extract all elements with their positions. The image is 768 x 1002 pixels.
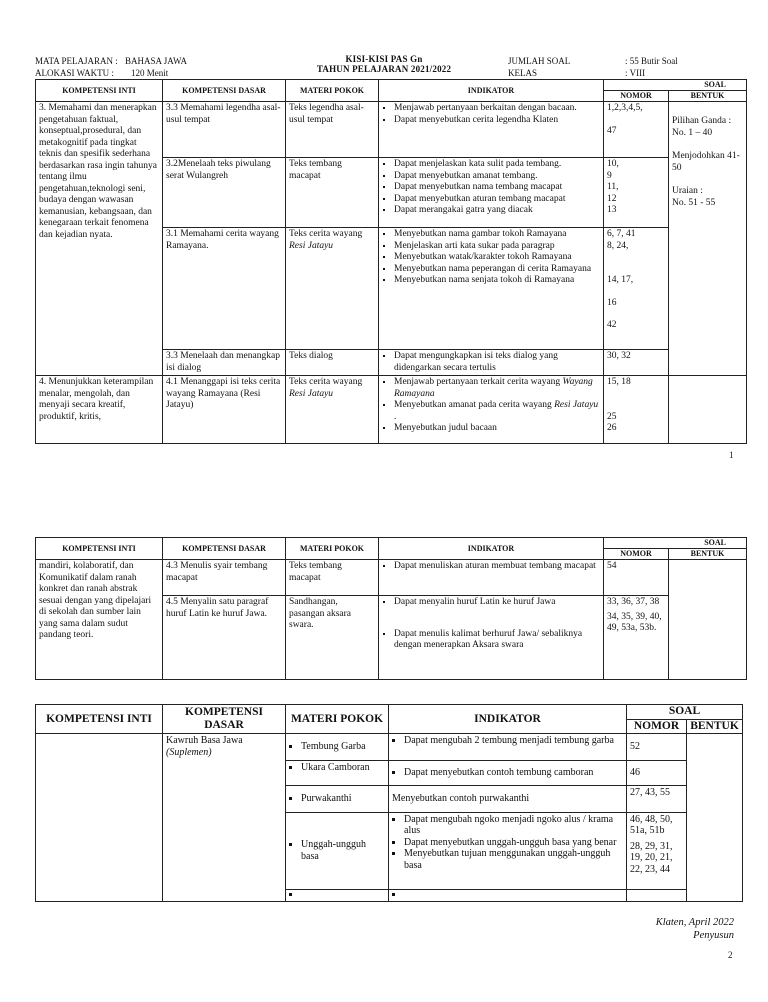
list-item: ▪ Dapat menyebutkan aturan tembang macapat xyxy=(394,194,600,206)
table-row: 4.3 Menulis syair tembang macapat xyxy=(163,560,286,596)
doc-subtitle: TAHUN PELAJARAN 2021/2022 xyxy=(316,64,452,74)
alokasi-label: ALOKASI WAKTU : xyxy=(35,68,114,78)
kisi-table-2: KOMPETENSI INTI KOMPETENSI DASAR MATERI POKOK INDIKATOR SOAL NOMOR BENTUK mandiri, kolaboratif, dan Komunikatif dalam ranah konkret dan ranah abstrak sesuai dengan yang dipelajari di sekolah dan sumber lain yang sama dalam sudut pandang teori. 4.3 Menulis syair tembang macapat Teks tembang macapat ▪ Dapat menuliskan aturan membuat tembang macapat 54 4.5 Menyalin satu paragraf huruf Latin ke huruf Jawa. Sandhangan, pasangan aksara swara. ▪ Dapat menyalin huruf Latin ke huruf Jawa ▪ Dapat menulis kalimat berhuruf Jawa/ sebaliknya dengan menerapkan Aksara swara 33, 36, 37, 38 34, 35, 39, 40, 49, 53a, 53b. xyxy=(35,537,747,680)
bentuk-cell: Pilihan Ganda : No. 1 – 40 Menjodohkan 41-50 Uraian : No. 51 - 55 xyxy=(669,102,747,376)
jumlah-value: : 55 Butir Soal xyxy=(625,56,678,66)
list-item: ▪ Menjawab pertanyaan terkait cerita wayang Wayang Ramayana xyxy=(394,377,600,400)
list-item: ▪ Dapat menyalin huruf Latin ke huruf Jawa xyxy=(394,597,600,609)
list-item: ▪ Dapat menyebutkan amanat tembang. xyxy=(394,171,600,183)
list-item: ▪ Menyebutkan nama peperangan di cerita Ramayana xyxy=(394,264,600,276)
kisi-table-1: KOMPETENSI INTI KOMPETENSI DASAR MATERI POKOK INDIKATOR SOAL NOMOR BENTUK 3. Memahami dan menerapkan pengetahuan faktual, konseptual,prosedural, dan metakognitif pada tingkat teknis dan spesifik sederhana berdasarkan rasa ingin tahunya tentang ilmu pengetahuan,teknologi seni, budaya dengan wawasan kemanusian, kebangsaan, dan kenegaraan terkait fenomena dan kejadian nyata. 3.3 Memahami legendha asal-usul tempat Teks legendha asal-usul tempat ▪ Menjawab pertanyaan berkaitan dengan bacaan. ▪ Dapat menyebutkan cerita legendha Klaten 1,2,3,4,5, 47 Pilihan Ganda : No. 1 – 40 Menjodohkan 41-50 Uraian : No. 51 - 55 3.2Menelaah teks piwulang serat Wulangreh Teks tembang macapat ▪ Dapat menjelaskan kata sulit pada tembang. ▪ Dapat menyebutkan amanat tembang. ▪ Dapat menyebutkan nama tembang macapat ▪ Dapat menyebutkan aturan tembang macapat ▪ Dapat merangakai gatra yang diacak 10, 9 11, 12 13 3.1 Memahami cerita wayang Ramayana. Teks cerita wayang Resi Jatayu ▪ Menyebutkan nama gambar tokoh Ramayana ▪ Menjelaskan arti kata sukar pada paragrap ▪ Menyebutkan watak/karakter tokoh Ramayana ▪ Menyebutkan nama peperangan di cerita Ramayana ▪ Menyebutkan nama senjata tokoh di Ramayana 6, 7, 41 8, 24, 14, 17, 16 42 3.3 Menelaah dan menangkap isi dialog Teks dialog ▪ Dapat mengungkapkan isi teks dialog yang didengarkan secara tertulis 30, 32 4. Menunjukkan keterampilan menalar, mengolah, dan menyaji secara kreatif, produktif, kritis, 4.1 Menanggapi isi teks cerita wayang Ramayana (Resi Jatayu) Teks cerita wayang Resi Jatayu ▪ Menjawab pertanyaan terkait cerita wayang Wayang Ramayana ▪ Menyebutkan amanat pada cerita wayang Resi Jatayu . ▪ Menyebutkan judul bacaan 15, 18 25 26 xyxy=(35,79,747,444)
place-date: Klaten, April 2022 xyxy=(655,917,734,928)
table-row: 4.1 Menanggapi isi teks cerita wayang Ramayana (Resi Jatayu) xyxy=(163,376,286,444)
ki3-cell: 3. Memahami dan menerapkan pengetahuan faktual, konseptual,prosedural, dan metakognitif pada tingkat teknis dan spesifik sederhana berdasarkan rasa ingin tahunya tentang ilmu pengetahuan,teknologi seni, budaya dengan wawasan kemanusian, kebangsaan, dan kenegaraan terkait fenomena dan kejadian nyata. xyxy=(36,102,163,376)
list-item: ▪ Dapat mengubah ngoko menjadi ngoko alus / krama alus xyxy=(404,814,623,837)
list-item: ▪ Menyebutkan tujuan menggunakan unggah-ungguh basa xyxy=(404,848,623,871)
list-item: ▪ Purwakanthi xyxy=(301,793,385,805)
page-number: 1 xyxy=(729,450,734,460)
table-row: 3.1 Memahami cerita wayang Ramayana. xyxy=(163,228,286,350)
list-item: ▪ Dapat menuliskan aturan membuat tembang macapat xyxy=(394,561,600,573)
mapel-value: BAHASA JAWA xyxy=(125,56,188,66)
alokasi-value: 120 Menit xyxy=(131,68,169,78)
col-soal: SOAL xyxy=(604,80,747,91)
kelas-label: KELAS xyxy=(508,68,537,78)
list-item: ▪ Dapat mengungkapkan isi teks dialog yang didengarkan secara tertulis xyxy=(394,351,600,374)
mapel-label: MATA PELAJARAN : xyxy=(35,56,118,66)
kelas-value: : VIII xyxy=(625,68,646,78)
col-bentuk: BENTUK xyxy=(669,91,747,102)
list-item: ▪ Dapat menulis kalimat berhuruf Jawa/ sebaliknya dengan menerapkan Aksara swara xyxy=(394,629,600,652)
list-item: ▪ Dapat menyebutkan nama tembang macapat xyxy=(394,182,600,194)
list-item: ▪ Dapat menjelaskan kata sulit pada tembang. xyxy=(394,159,600,171)
col-kd: KOMPETENSI DASAR xyxy=(163,80,286,102)
list-item: ▪ Dapat menyebutkan cerita legendha Klaten xyxy=(394,115,600,127)
list-item: ▪ Dapat mengubah 2 tembung menjadi tembung garba xyxy=(404,735,623,747)
list-item: ▪ Menyebutkan nama senjata tokoh di Ramayana xyxy=(394,275,600,287)
list-item: ▪ Unggah-ungguh basa xyxy=(301,839,385,862)
ki-cont-cell: mandiri, kolaboratif, dan Komunikatif dalam ranah konkret dan ranah abstrak sesuai dengan yang dipelajari di sekolah dan sumber lain yang sama dalam sudut pandang teori. xyxy=(36,560,163,680)
list-item: ▪ Menyebutkan judul bacaan xyxy=(394,423,600,435)
doc-title: KISI-KISI PAS Gn xyxy=(345,54,423,64)
table-row: 3.2Menelaah teks piwulang serat Wulangreh xyxy=(163,158,286,228)
list-item: ▪ Ukara Camboran xyxy=(301,762,385,774)
list-item: ▪ Dapat menyebutkan unggah-ungguh basa yang benar xyxy=(404,837,623,849)
ki4-cell: 4. Menunjukkan keterampilan menalar, mengolah, dan menyaji secara kreatif, produktif, kritis, xyxy=(36,376,163,444)
list-item: ▪ Menjawab pertanyaan berkaitan dengan bacaan. xyxy=(394,103,600,115)
table-row: 3.3 Menelaah dan menangkap isi dialog xyxy=(163,350,286,376)
table-row: 3.3 Memahami legendha asal-usul tempat xyxy=(163,102,286,158)
col-nomor: NOMOR xyxy=(604,91,669,102)
list-item: ▪ Menyebutkan nama gambar tokoh Ramayana xyxy=(394,229,600,241)
list-item xyxy=(404,890,623,900)
col-ki: KOMPETENSI INTI xyxy=(36,80,163,102)
kd-kawruh-cell: Kawruh Basa Jawa (Suplemen) xyxy=(163,734,286,902)
list-item: ▪ Dapat merangakai gatra yang diacak xyxy=(394,205,600,217)
list-item: ▪ Menyebutkan amanat pada cerita wayang Resi Jatayu . xyxy=(394,400,600,423)
list-item: ▪ Menjelaskan arti kata sukar pada paragrap xyxy=(394,241,600,253)
col-materi: MATERI POKOK xyxy=(286,80,379,102)
list-item xyxy=(301,890,385,900)
jumlah-label: JUMLAH SOAL xyxy=(508,56,571,66)
penyusun-label: Penyusun xyxy=(693,930,734,941)
list-item: ▪ Tembung Garba xyxy=(301,741,385,753)
kisi-table-3: KOMPETENSI INTI KOMPETENSI DASAR MATERI POKOK INDIKATOR SOAL NOMOR BENTUK Kawruh Basa Jawa (Suplemen) ▪ Tembung Garba ▪ Dapat mengubah 2 tembung menjadi tembung garba 52 ▪ Ukara Camboran ▪ Dapat menyebutkan contoh tembung camboran 46 ▪ Purwakanthi Menyebutkan contoh purwakanthi 27, 43, 55 ▪ Unggah-ungguh basa ▪ Dapat mengubah ngoko menjadi ngoko alus / krama alus ▪ Dapat menyebutkan unggah-ungguh basa yang benar ▪ Menyebutkan tujuan menggunakan unggah-ungguh basa 46, 48, 50, 51a, 51b 28, 29, 31, 19, 20, 21, 22, 23, 44 ▪ ▪ xyxy=(35,704,743,902)
list-item: ▪ Menyebutkan watak/karakter tokoh Ramayana xyxy=(394,252,600,264)
page-number: 2 xyxy=(728,950,733,960)
col-indikator: INDIKATOR xyxy=(379,80,604,102)
list-item: ▪ Dapat menyebutkan contoh tembung camboran xyxy=(404,767,623,779)
table-row: 4.5 Menyalin satu paragraf huruf Latin ke huruf Jawa. xyxy=(163,596,286,680)
